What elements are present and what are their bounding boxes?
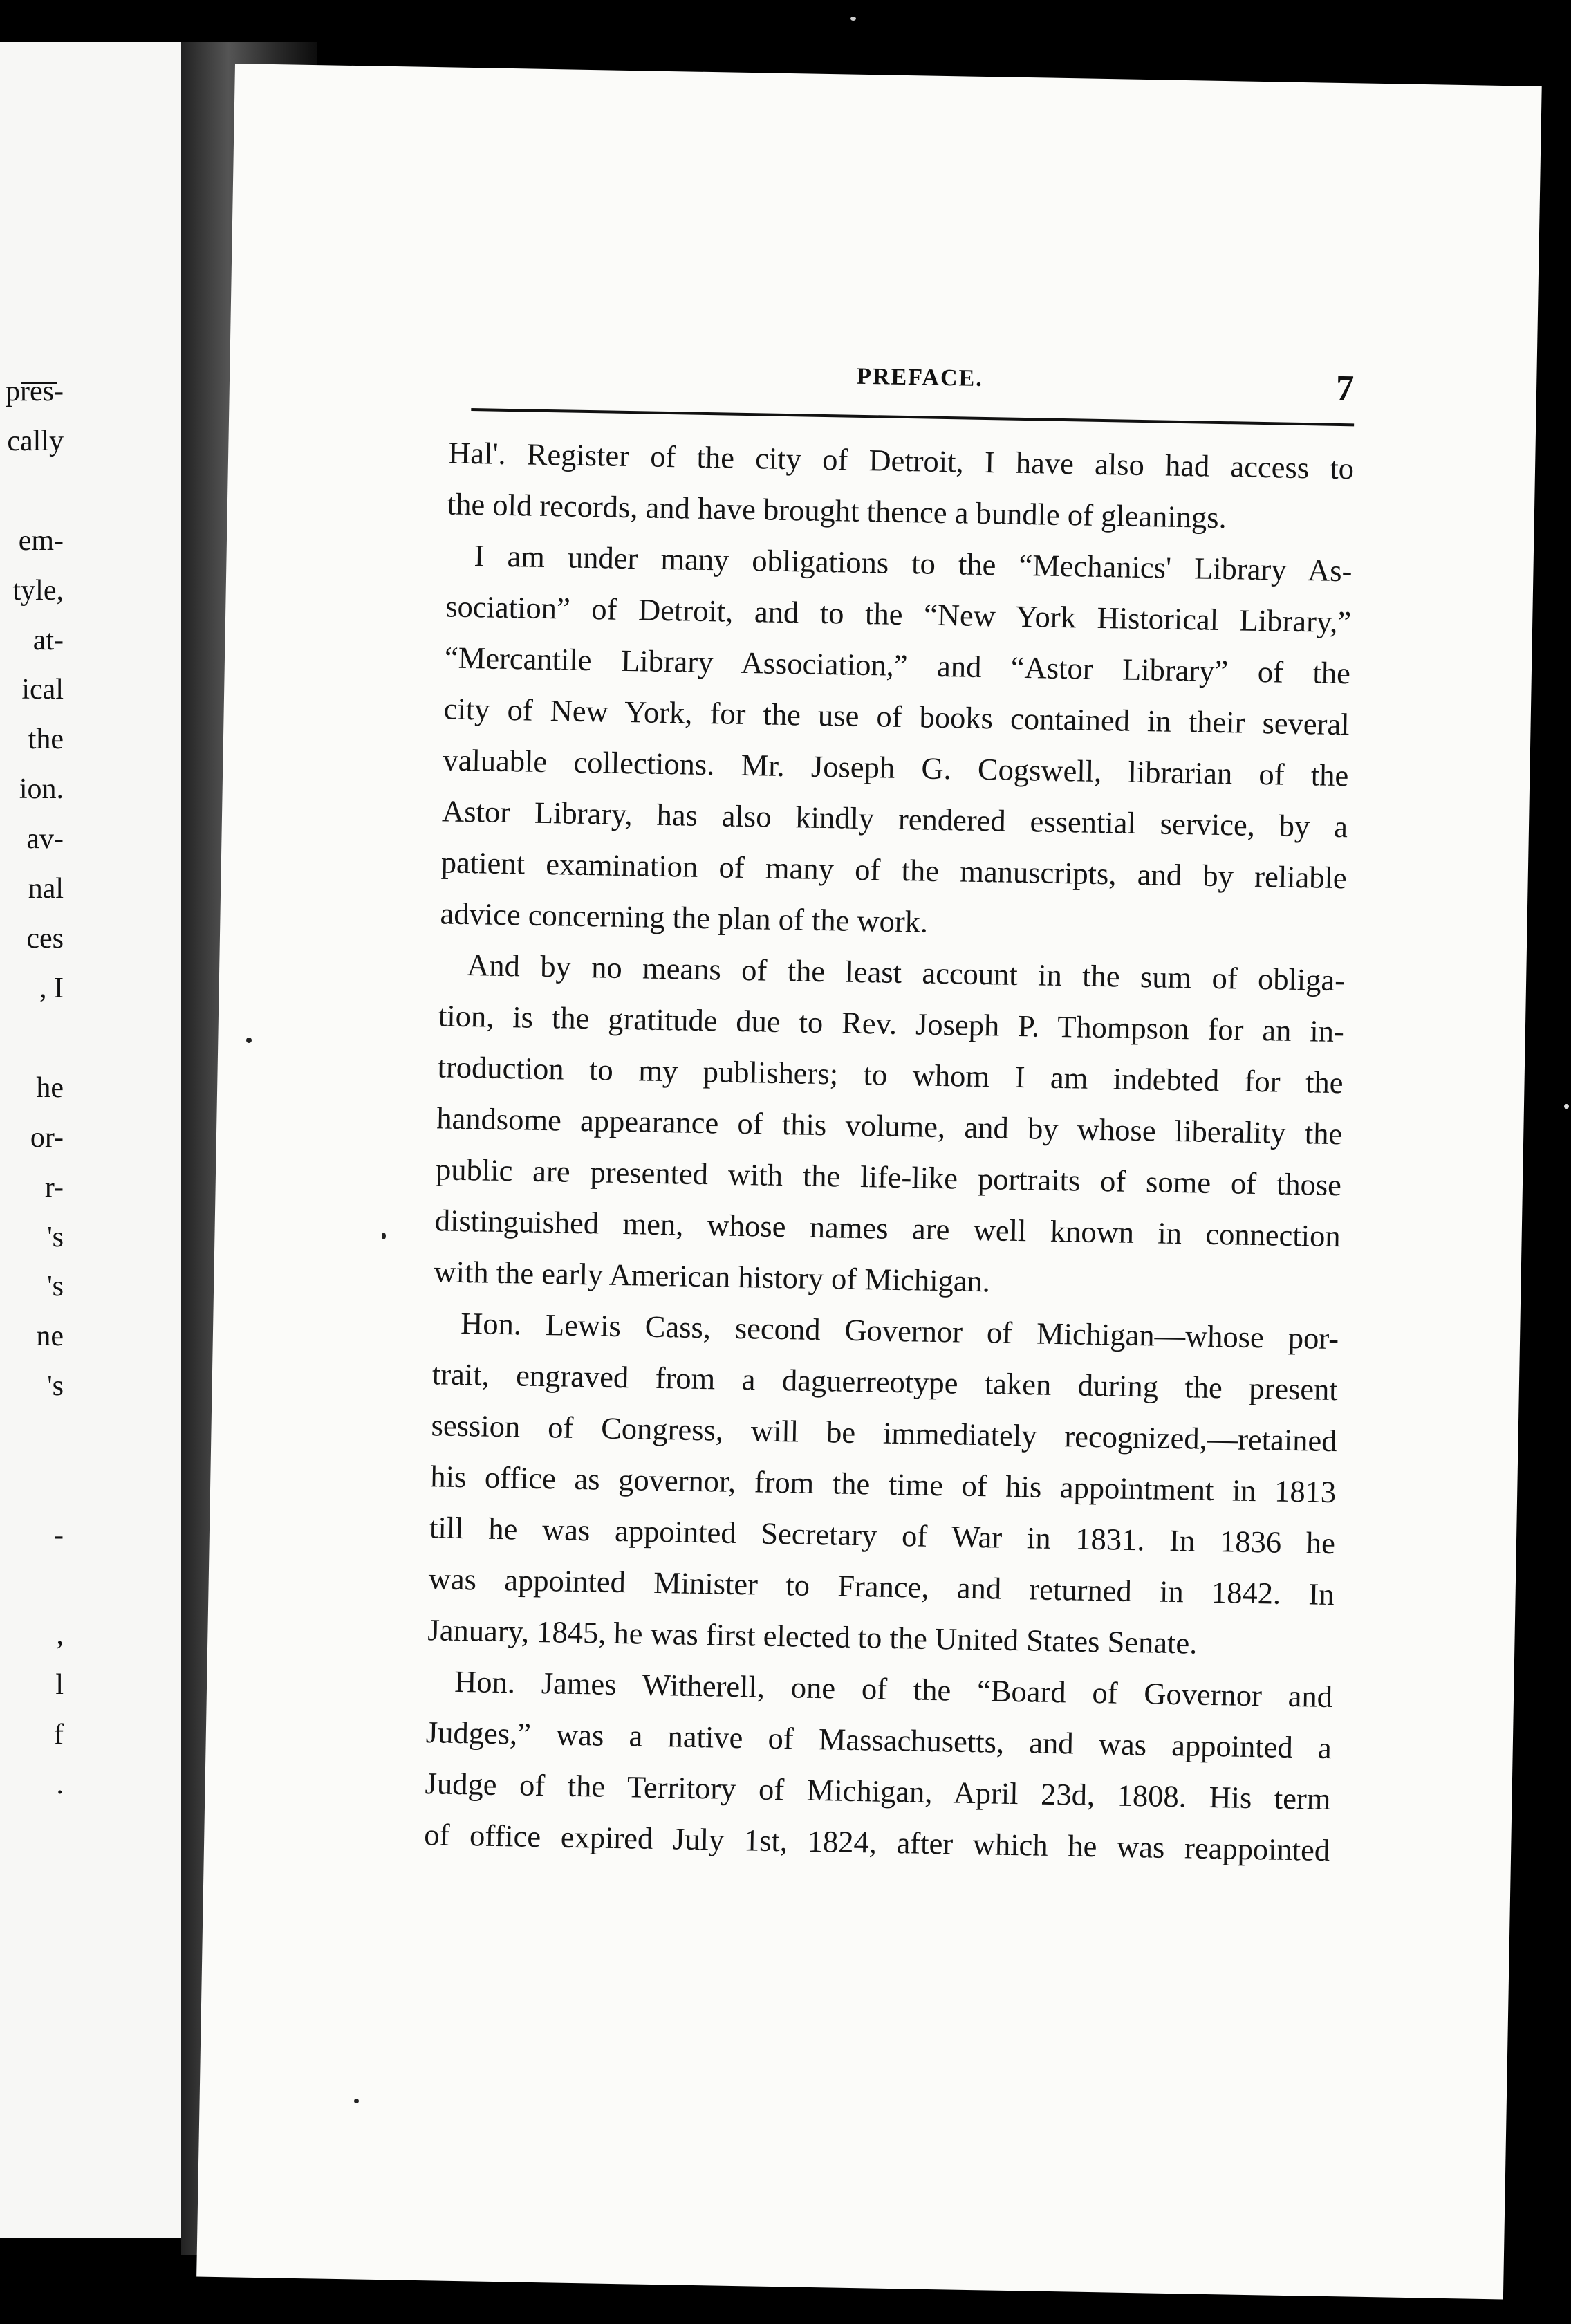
previous-page-fragment: . — [56, 1768, 64, 1800]
previous-page-fragment: pres- — [6, 376, 64, 407]
paragraph — [434, 939, 1346, 1313]
previous-page-fragment: 's — [47, 1271, 64, 1303]
text-line: troduction to my publishers; to whom I am indebted for the — [437, 1049, 1344, 1100]
text-line: advice concerning the plan of the work. — [440, 896, 929, 939]
text-line: till he was appointed Secretary of War in 1831. In 1836 he — [429, 1510, 1336, 1561]
previous-page-fragment: he — [36, 1071, 64, 1104]
scan-speck — [1564, 1104, 1569, 1109]
text-line: city of New York, for the use of books contained in their several — [443, 691, 1350, 742]
previous-page-fragment: tyle, — [12, 574, 64, 607]
paragraph — [424, 1655, 1333, 1876]
scan-speck — [850, 17, 856, 21]
scan-speck — [382, 1233, 386, 1239]
previous-page-fragment: or- — [30, 1121, 64, 1154]
previous-page-fragment: , I — [39, 972, 64, 1004]
previous-page-fragment: av- — [26, 823, 64, 856]
text-line: the old records, and have brought thence a bundle of gleanings. — [447, 486, 1227, 535]
text-line: Hal'. Register of the city of Detroit, I have also had access to — [447, 435, 1355, 486]
text-line: patient examination of many of the manuscripts, and by reliable — [440, 845, 1348, 896]
text-line: Judges,” was a native of Massachusetts, and was appointed a — [425, 1715, 1332, 1766]
text-line: I am under many obligations to the “Mechanics' Library As- — [474, 538, 1352, 589]
text-line: was appointed Minister to France, and returned in 1842. In — [428, 1561, 1335, 1612]
running-head-title: PREFACE. — [856, 363, 984, 391]
previous-page-fragment: r- — [44, 1171, 64, 1204]
body-text — [424, 427, 1355, 1876]
running-head — [230, 353, 1537, 417]
text-line: distinguished men, whose names are well known in connection — [434, 1203, 1341, 1254]
previous-page-fragment: nal — [28, 873, 64, 905]
paragraph — [440, 529, 1352, 954]
text-line: January, 1845, he was first elected to the United States Senate. — [427, 1612, 1198, 1661]
previous-page-fragment: em- — [18, 524, 64, 557]
paragraph — [427, 1297, 1339, 1671]
text-line: handsome appearance of this volume, and by whose liberality the — [436, 1100, 1343, 1152]
paragraph — [447, 427, 1354, 545]
text-line: Astor Library, has also kindly rendered essential service, by a — [441, 793, 1348, 845]
text-line: Judge of the Territory of Michigan, April 23d, 1808. His term — [425, 1766, 1331, 1817]
text-line: tion, is the gratitude due to Rev. Joseph P. Thompson for an in- — [438, 998, 1345, 1049]
book-page — [196, 64, 1542, 2299]
text-line: valuable collections. Mr. Joseph G. Cogswell, librarian of the — [443, 742, 1349, 793]
text-line: trait, engraved from a daguerreotype taken during the present — [431, 1356, 1339, 1408]
text-line: Hon. James Witherell, one of the “Board of Governor and — [454, 1663, 1333, 1715]
text-line: with the early American history of Michigan. — [434, 1254, 991, 1299]
text-line: Hon. Lewis Cass, second Governor of Michigan—whose por- — [460, 1305, 1339, 1356]
previous-page-fragment: at- — [32, 624, 64, 656]
text-line: And by no means of the least account in the sum of obliga- — [466, 948, 1346, 998]
scan-speck — [246, 1038, 252, 1043]
page-number: 7 — [1335, 368, 1355, 409]
text-line: “Mercantile Library Association,” and “Astor Library” of the — [444, 640, 1351, 691]
previous-page-fragment: , — [56, 1618, 64, 1651]
previous-page-fragment: ces — [26, 923, 64, 955]
text-line: of office expired July 1st, 1824, after which he was reappointed — [423, 1817, 1330, 1868]
previous-page-fragment: f — [54, 1718, 64, 1751]
previous-page-fragment: ne — [36, 1320, 64, 1353]
scan-speck — [354, 2099, 359, 2103]
text-line: sociation” of Detroit, and to the “New York Historical Library,” — [445, 589, 1352, 640]
previous-page-fragment: 's — [47, 1221, 64, 1253]
previous-page-fragment: 's — [47, 1370, 64, 1403]
previous-page-fragment: ical — [21, 674, 64, 706]
text-line: public are presented with the life-like portraits of some of those — [435, 1152, 1342, 1203]
previous-page-fragment: - — [54, 1519, 64, 1551]
previous-page-fragment: cally — [7, 425, 64, 457]
text-line: session of Congress, will be immediately recognized,—retained — [431, 1408, 1337, 1459]
previous-page-fragment: ion. — [19, 773, 64, 806]
text-line: his office as governor, from the time of his appointment in 1813 — [429, 1459, 1337, 1510]
previous-page-fragment: l — [55, 1668, 64, 1701]
previous-page-fragment: the — [28, 723, 64, 756]
